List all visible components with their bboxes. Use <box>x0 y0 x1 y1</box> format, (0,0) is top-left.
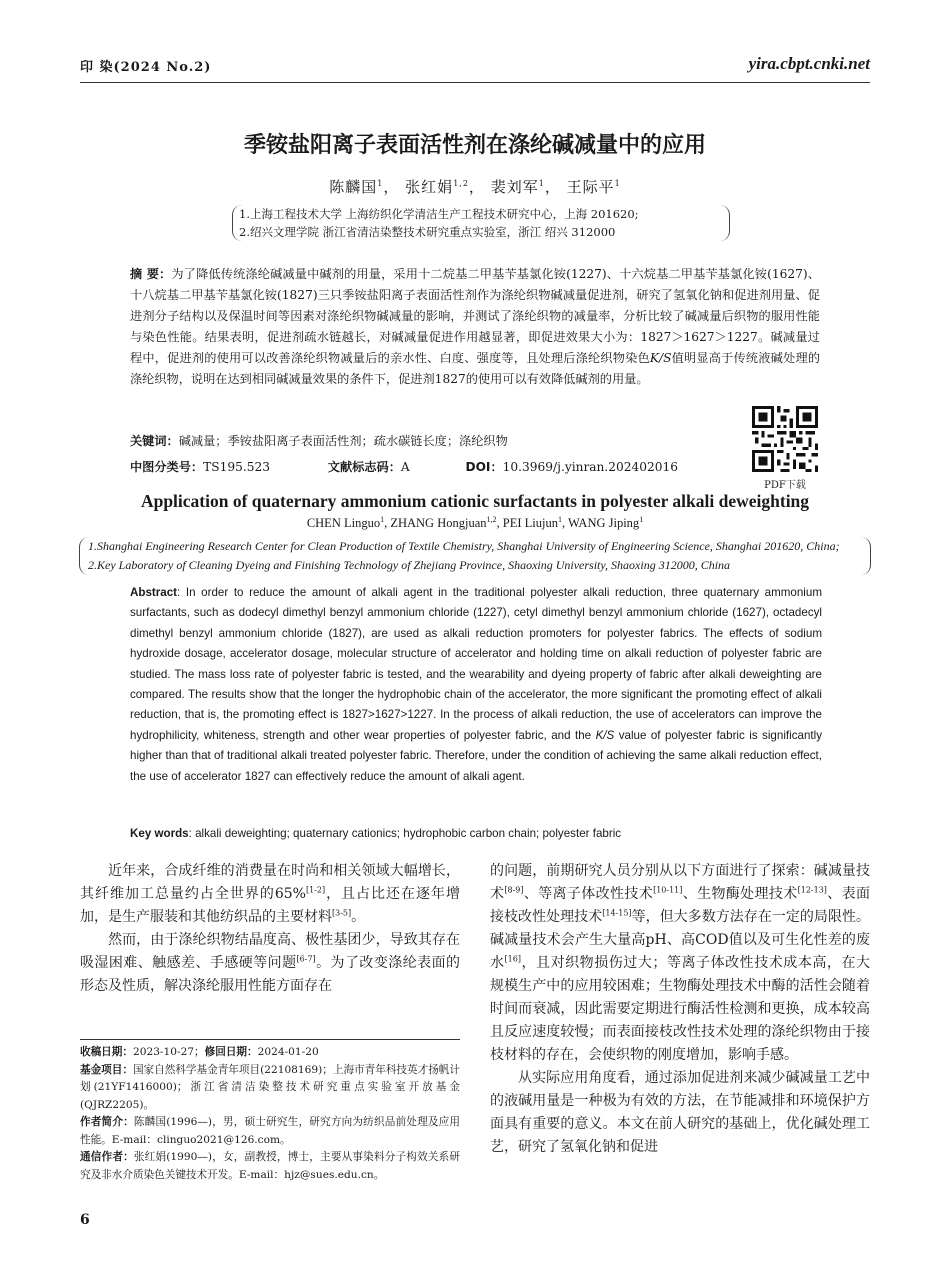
doc-code-label: 文献标志码： <box>327 460 401 474</box>
citation-ref[interactable]: [8-9] <box>504 885 524 895</box>
body-paragraph: 的问题，前期研究人员分别从以下方面进行了探索：碱减量技术[8-9]、等离子体改性技术[10-11]、生物酶处理技术[12-13]、表面接枝改性处理技术[14-15]等，但大多数方法存在一定的局限性。碱减量技术会产生大量高pH、高COD值以及可生化性差的废水[16]，且对织物损伤过大；等离子体改性技术成本高，在大规模生产中的应用较困难；生物酶处理技术中酶的活性会随着时间而衰减，因此需要定期进行酶活性检测和更换，成本较高且反应速度较慢；而表面接枝改性技术处理的涤纶织物由于接枝材料的存在，会使织物的刚度增加，影响手感。 <box>490 863 871 1063</box>
header-divider <box>80 82 870 83</box>
citation-ref[interactable]: [6-7] <box>296 954 316 964</box>
body-column-left <box>80 860 460 998</box>
doc-code-value: A <box>400 460 410 474</box>
keywords-text-cn: 碱减量；季铵盐阳离子表面活性剂；疏水碳链长度；涤纶织物 <box>178 434 508 448</box>
abstract-en <box>130 583 822 787</box>
author-affiliation-mark: 1 <box>377 179 384 188</box>
keywords-text-en: : alkali deweighting; quaternary cationics; hydrophobic carbon chain; polyester fabric <box>188 827 622 840</box>
body-paragraph: 从实际应用角度看，通过添加促进剂来减少碱减量工艺中的液碱用量是一种极为有效的方法，在节能减排和环境保护方面具有重要的意义。本文在前人研究的基础上，优化碱处理工艺，研究了氢氧化钠和促进 <box>490 1070 870 1155</box>
author-affiliation-mark: 1,2 <box>486 514 497 524</box>
citation-ref[interactable]: [14-15] <box>602 908 632 918</box>
author-name: 王际平 <box>566 178 615 196</box>
author-name-en: PEI Liujun <box>502 516 558 530</box>
citation-ref[interactable]: [12-13] <box>797 885 827 895</box>
citation-ref[interactable]: [1-2] <box>305 885 326 895</box>
citation-ref[interactable]: [16] <box>504 954 521 964</box>
keywords-cn <box>130 432 730 449</box>
affiliation-line: 2.绍兴文理学院 浙江省清洁染整技术研究重点实验室，浙江 绍兴 312000 <box>239 225 616 239</box>
author-name-en: CHEN Linguo <box>306 516 381 530</box>
abstract-text-en-end: value of polyester fabric is significantly higher than that of traditional alkali treated polyester fabric. Therefore, under the condition of achieving the same alkali reduction effect, the use of accelerator 1827 can effectively reduce the amount of alkali agent. <box>130 728 822 783</box>
footnotes <box>80 1044 460 1184</box>
affiliation-line: 1.上海工程技术大学 上海纺织化学清洁生产工程技术研究中心，上海 201620; <box>239 207 639 221</box>
journal-issue: 印 染(2024 No.2) <box>80 60 212 75</box>
abstract-text-en: : In order to reduce the amount of alkali agent in the traditional polyester alkali reduction, three quaternary ammonium surfactants, such as dodecyl dimethyl benzyl ammonium chloride (1227), cetyl dimethyl benzyl ammonium chloride (1627), octadecyl dimethyl benzyl ammonium chloride (1827), are used as alkali reduction promoters for polyester fabrics. The effects of sodium hydroxide dosage, accelerator dosage, molecular structure of accelerator and holding time on alkali reduction of polyester fabric are studied. The mass loss rate of polyester fabric is tested, and the wearability and dyeing property of fabric after alkali deweighting are compared. The results show that the longer the hydrophobic chain of the accelerator, the more significant the promoting effect of alkali reduction, that is, the promoting effect is 1827>1627>1227. In the process of alkali reduction, the use of accelerators can improve the hydrophilicity, whiteness, strength and other wear properties of polyester fabric, and the <box>130 586 822 742</box>
footnote-divider <box>80 1039 460 1040</box>
abstract-text-cn-end: 值明显高于传统液碱处理的涤纶织物，说明在达到相同碱减量效果的条件下，促进剂1827的使用可以有效降低碱剂的用量。 <box>130 351 821 386</box>
article-title-cn: 季铵盐阳离子表面活性剂在涤纶碱减量中的应用 <box>243 133 706 158</box>
doi-value[interactable]: 10.3969/j.yinran.202402016 <box>502 460 679 474</box>
footnote-author-bio: 作者简介：陈麟国(1996—)，男，硕士研究生，研究方向为纺织品前处理及应用性能。E-mail：clinguo2021@126.com。 <box>80 1116 460 1146</box>
author-name: 裴刘军 <box>490 178 539 196</box>
abstract-text-cn: 为了降低传统涤纶碱减量中碱剂的用量，采用十二烷基二甲基苄基氯化铵(1227)、十六烷基二甲基苄基氯化铵(1627)、十八烷基二甲基苄基氯化铵(1827)三只季铵盐阳离子表面活性剂作为涤纶织物碱减量促进剂，研究了氢氧化钠和促进剂用量、促进剂分子结构以及保温时间等因素对涤纶织物碱减量的影响，并测试了涤纶织物的减量率，分析比较了碱减量后织物的服用性能与染色性能。结果表明，促进剂疏水链越长，对碱减量促进作用越显著，即促进效果大小为：1827＞1627＞1227。碱减量过程中，促进剂的使用可以改善涤纶织物减量后的亲水性、白度、强度等，且处理后涤纶织物染色 <box>130 267 820 365</box>
body-column-right <box>490 860 870 1159</box>
author-name-en: ZHANG Hongjuan <box>390 516 487 530</box>
classification-row <box>130 458 678 475</box>
author-affiliation-mark: 1 <box>380 514 385 524</box>
citation-ref[interactable]: [3-5] <box>332 908 352 918</box>
footnote-funding: 基金项目：国家自然科学基金青年项目(22108169)；上海市青年科技英才扬帆计划(21YF1416000)；浙江省清洁染整技术研究重点实验室开放基金(QJRZ2205)。 <box>80 1063 460 1111</box>
ks-symbol: K/S <box>595 728 615 742</box>
abstract-cn <box>130 264 820 390</box>
page-number: 6 <box>80 1212 90 1228</box>
footnote-dates: 收稿日期：2023-10-27；修回日期：2024-01-20 <box>80 1046 319 1058</box>
ks-symbol: K/S <box>649 351 672 365</box>
body-paragraph: 近年来，合成纤维的消费量在时尚和相关领域大幅增长，其纤维加工总量约占全世界的65%[1-2]，且占比还在逐年增加，是生产服装和其他纺织品的主要材料[3-5]。 <box>80 863 460 925</box>
citation-ref[interactable]: [10-11] <box>653 885 683 895</box>
keywords-en <box>130 827 822 840</box>
abstract-label-cn: 摘 要： <box>130 267 172 281</box>
author-affiliation-mark: 1 <box>538 179 545 188</box>
journal-website[interactable]: yira.cbpt.cnki.net <box>748 54 870 73</box>
affiliations-cn <box>232 205 730 241</box>
author-name: 陈麟国 <box>329 178 378 196</box>
author-affiliation-mark: 1,2 <box>453 179 469 188</box>
abstract-label-en: Abstract <box>130 586 178 599</box>
qr-code-icon[interactable] <box>752 406 818 472</box>
pdf-download-label[interactable]: PDF下载 <box>764 480 806 491</box>
article-title-en: Application of quaternary ammonium cationic surfactants in polyester alkali deweighting <box>140 491 810 511</box>
author-affiliation-mark: 1 <box>614 179 621 188</box>
author-affiliation-mark: 1 <box>639 514 644 524</box>
footnote-corresponding-author: 通信作者：张红娟(1990—)，女，副教授，博士，主要从事染料分子构效关系研究及非水介质染色关键技术开发。E-mail：hjz@sues.edu.cn。 <box>80 1151 460 1181</box>
affiliations-en: 1.Shanghai Engineering Research Center for Clean Production of Textile Chemistry, Shanghai University of Engineering Science, Shanghai 201620, China; 2.Key Laboratory of Cleaning Dyeing and Finishing Technology of Zhejiang Province, Shaoxing University, Shaoxing 312000, China <box>79 537 871 575</box>
author-name-en: WANG Jiping <box>568 516 640 530</box>
body-paragraph: 然而，由于涤纶织物结晶度高、极性基团少，导致其存在吸湿困难、触感差、手感硬等问题[6-7]。为了改变涤纶表面的形态及性质，解决涤纶服用性能方面存在 <box>80 932 461 994</box>
doi-label: DOI： <box>465 460 503 474</box>
keywords-label-cn: 关键词： <box>130 434 179 448</box>
author-list-cn: 陈麟国$^1$， 张红娟$^{1,2}$， 裴刘军$^1$， 王际平$^1$ <box>329 178 621 196</box>
author-list-en: CHEN Linguo$^1$, ZHANG Hongjuan$^{1,2}$, PEI Liujun$^1$, WANG Jiping$^1$ <box>306 514 644 530</box>
author-name: 张红娟 <box>405 178 454 196</box>
clc-label: 中图分类号： <box>130 460 204 474</box>
keywords-label-en: Key words <box>130 827 189 840</box>
author-affiliation-mark: 1 <box>557 514 562 524</box>
clc-value: TS195.523 <box>203 460 271 474</box>
